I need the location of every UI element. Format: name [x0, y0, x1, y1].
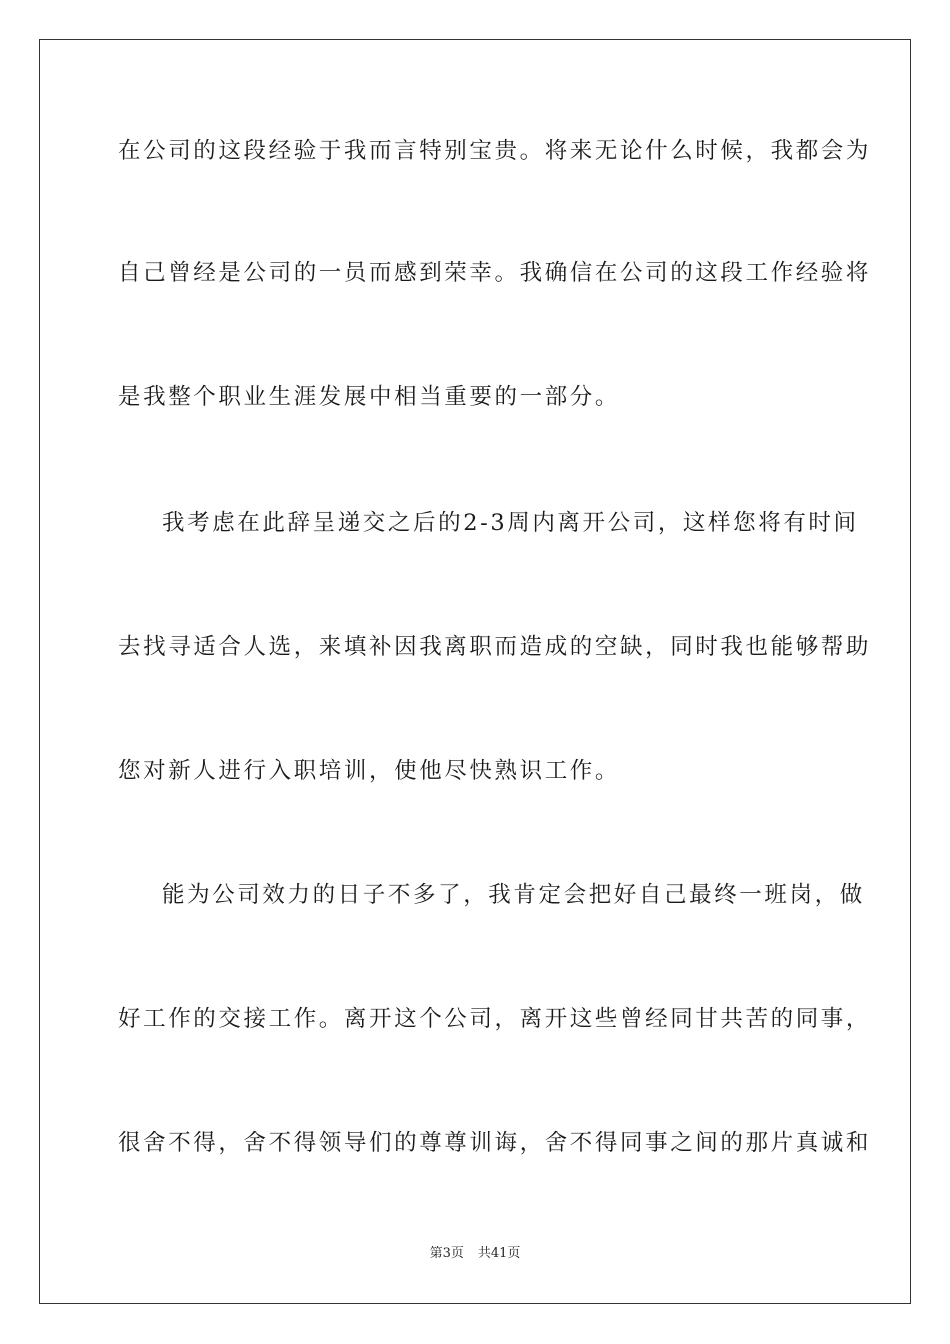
- paragraph-3-line-3: 很舍不得，舍不得领导们的尊尊训诲，舍不得同事之间的那片真诚和: [118, 1130, 872, 1156]
- page-number: 第3页: [429, 1246, 464, 1261]
- paragraph-3-line-1: 能为公司效力的日子不多了，我肯定会把好自己最终一班岗，做: [162, 882, 865, 908]
- page-footer: [0, 1245, 950, 1263]
- body-line-2: 自己曾经是公司的一员而感到荣幸。我确信在公司的这段工作经验将: [118, 260, 872, 286]
- page-total: 共41页: [477, 1246, 521, 1261]
- page-border: [39, 39, 911, 1304]
- body-line-1: 在公司的这段经验于我而言特别宝贵。将来无论什么时候，我都会为: [118, 138, 872, 164]
- paragraph-2-line-2: 去找寻适合人选，来填补因我离职而造成的空缺，同时我也能够帮助: [118, 634, 872, 660]
- body-line-3: 是我整个职业生涯发展中相当重要的一部分。: [118, 384, 621, 410]
- paragraph-3-line-2: 好工作的交接工作。离开这个公司，离开这些曾经同甘共苦的同事，: [118, 1006, 872, 1032]
- paragraph-2-line-1: 我考虑在此辞呈递交之后的2-3周内离开公司，这样您将有时间: [162, 510, 859, 536]
- paragraph-2-line-3: 您对新人进行入职培训，使他尽快熟识工作。: [118, 758, 621, 784]
